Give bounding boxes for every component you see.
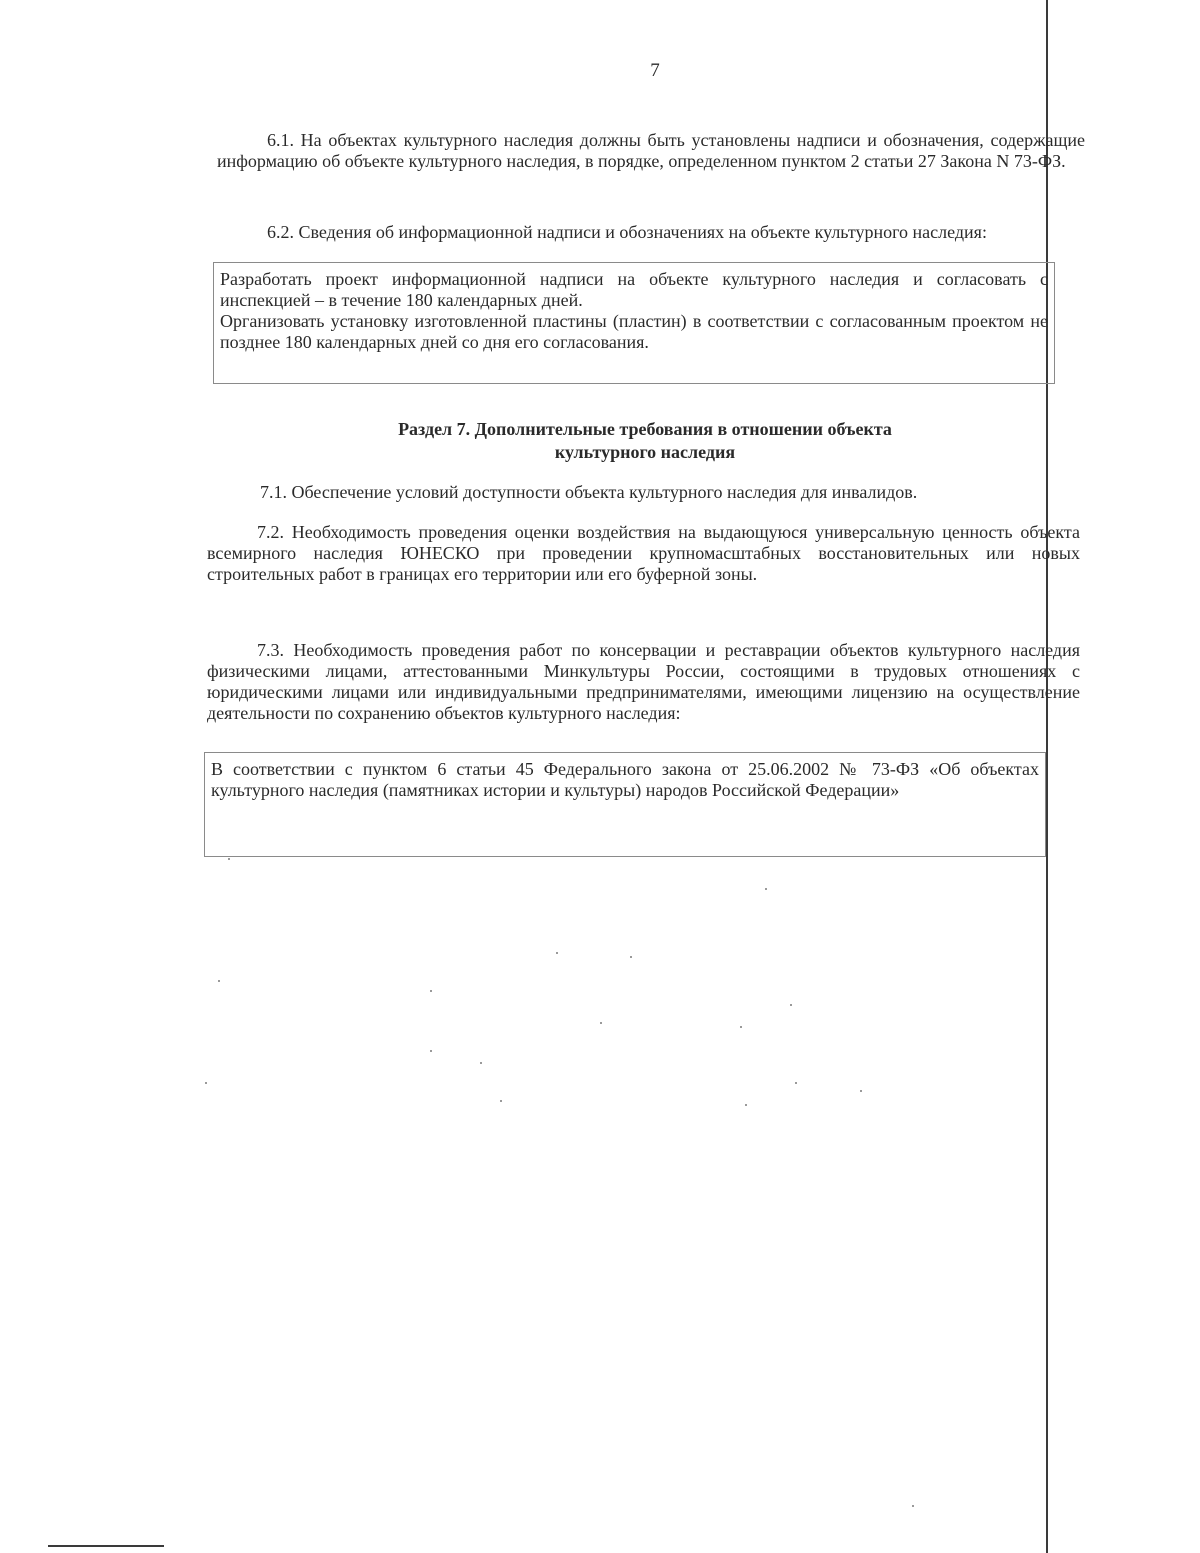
scan-speck	[430, 1050, 432, 1052]
scan-speck	[500, 1100, 502, 1102]
scan-speck	[205, 1082, 207, 1084]
inscription-requirement-1: Разработать проект информационной надписи на объекте культурного наследия и согласовать с инспекцией – в течение 180 календарных дней.	[220, 269, 1048, 310]
paragraph-6-1: 6.1. На объектах культурного наследия должны быть установлены надписи и обозначения, содержащие информацию об объекте культурного наследия, в порядке, определенном пунктом 2 статьи 27 Закона N 73-ФЗ.	[217, 130, 1085, 171]
section-7-heading-line2: культурного наследия	[554, 442, 736, 462]
scan-speck	[600, 1022, 602, 1024]
scan-speck	[480, 1062, 482, 1064]
scan-speck	[745, 1104, 747, 1106]
paragraph-6-2: 6.2. Сведения об информационной надписи и обозначениях на объекте культурного наследия:	[267, 222, 987, 242]
scan-speck	[630, 956, 632, 958]
scan-speck	[556, 952, 558, 954]
section-7-heading-line1: Раздел 7. Дополнительные требования в отношении объекта	[398, 419, 892, 439]
scan-speck	[218, 980, 220, 982]
legal-basis-text: В соответствии с пунктом 6 статьи 45 Федерального закона от 25.06.2002 № 73-ФЗ «Об объектах культурного наследия (памятниках истории и культуры) народов Российской Федерации»	[211, 759, 1039, 800]
page-number: 7	[650, 60, 660, 81]
section-7-heading	[300, 418, 990, 464]
paragraph-7-2: 7.2. Необходимость проведения оценки воздействия на выдающуюся универсальную ценность объекта всемирного наследия ЮНЕСКО при проведении крупномасштабных восстановительных или новых строительных работ в границах его территории или его буферной зоны.	[207, 522, 1080, 584]
legal-basis-box	[204, 752, 1046, 857]
scan-speck	[860, 1090, 862, 1092]
scan-speck	[228, 858, 230, 860]
paragraph-7-1: 7.1. Обеспечение условий доступности объекта культурного наследия для инвалидов.	[260, 482, 918, 502]
scan-speck	[912, 1505, 914, 1507]
footnote-rule	[48, 1545, 164, 1547]
scan-speck	[790, 1004, 792, 1006]
scan-speck	[765, 888, 767, 890]
scan-speck	[430, 990, 432, 992]
scan-speck	[740, 1026, 742, 1028]
inscription-requirements-box	[213, 262, 1055, 384]
scan-speck	[795, 1082, 797, 1084]
paragraph-7-3: 7.3. Необходимость проведения работ по консервации и реставрации объектов культурного наследия физическими лицами, аттестованными Минкультуры России, состоящими в трудовых отношениях с юридическими лицами или индивидуальными предпринимателями, имеющими лицензию на осуществление деятельности по сохранению объектов культурного наследия:	[207, 640, 1080, 723]
inscription-requirement-2: Организовать установку изготовленной пластины (пластин) в соответствии с согласованным проектом не позднее 180 календарных дней со дня его согласования.	[220, 311, 1048, 352]
